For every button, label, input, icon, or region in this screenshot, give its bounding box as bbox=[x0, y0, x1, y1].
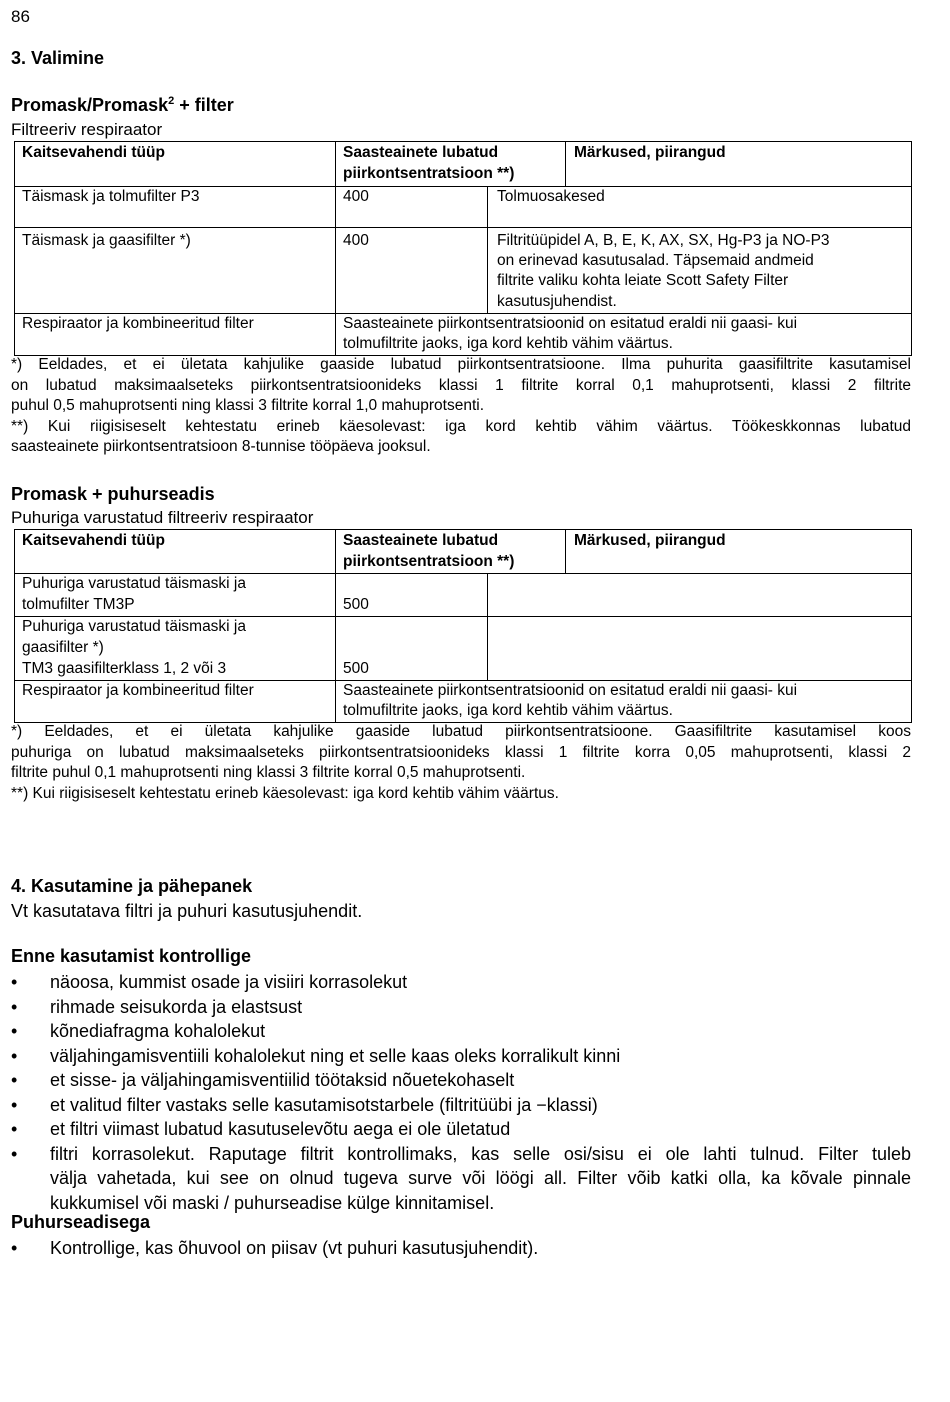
table1-row2-notes-3: filtrite valiku kohta leiate Scott Safety Filter bbox=[497, 272, 789, 289]
table1-row3-span-1: Saasteainete piirkontsentratsioonid on esitatud eraldi nii gaasi- kui bbox=[343, 315, 798, 332]
table1-rule bbox=[14, 141, 912, 142]
table1-row1-notes: Tolmuosakesed bbox=[497, 188, 605, 205]
table2-rule bbox=[565, 529, 566, 574]
section4-title: 4. Kasutamine ja pähepanek bbox=[11, 876, 253, 896]
table2-row2-type-1: Puhuriga varustatud täismaski ja bbox=[22, 618, 247, 635]
table2-rule bbox=[335, 529, 336, 723]
bullet-text: et sisse- ja väljahingamisventiilid töötaksid nõuetekohaselt bbox=[50, 1070, 515, 1090]
block1-subtitle: Filtreeriv respiraator bbox=[11, 120, 163, 139]
table1-row2-notes-4: kasutusjuhendist. bbox=[497, 293, 617, 310]
block1-heading bbox=[11, 95, 234, 116]
table1-header-value-1: Saasteainete lubatud bbox=[343, 144, 499, 161]
bullet-text: rihmade seisukorda ja elastsust bbox=[50, 996, 303, 1017]
bullet-text: väljahingamisventiili kohalolekut ning et selle kaas oleks korralikult kinni bbox=[50, 1045, 621, 1066]
table1-row2-type: Täismask ja gaasifilter *) bbox=[22, 232, 191, 249]
bullet-text: Kontrollige, kas õhuvool on piisav (vt puhuri kasutusjuhendit). bbox=[50, 1238, 539, 1258]
table2-rule bbox=[911, 529, 912, 723]
block2-footnote-line: **) Kui riigisiseselt kehtestatu erineb käesolevast: iga kord kehtib vähim väärtus. bbox=[11, 784, 559, 802]
block1-heading-main: Promask/Promask bbox=[11, 95, 169, 115]
table1-rule bbox=[911, 141, 912, 356]
bullet-icon: • bbox=[11, 1070, 18, 1090]
bullet-text: näoosa, kummist osade ja visiiri korrasolekut bbox=[50, 972, 408, 992]
bullet-icon: • bbox=[11, 1119, 18, 1139]
bullet-icon: • bbox=[11, 1094, 18, 1115]
table1-header-notes: Märkused, piirangud bbox=[574, 144, 726, 161]
table2-row3-type: Respiraator ja kombineeritud filter bbox=[22, 682, 254, 699]
bullet-icon: • bbox=[11, 1143, 18, 1164]
table2-row3-span-2: tolmufiltrite jaoks, iga kord kehtib vähim väärtus. bbox=[343, 702, 673, 719]
table1-row1-type: Täismask ja tolmufilter P3 bbox=[22, 188, 200, 205]
table2-header-value-2: piirkontsentratsioon **) bbox=[343, 553, 515, 570]
table2-row1-value: 500 bbox=[343, 596, 369, 613]
block2-footnote-line: *) Eeldades, et ei ületata kahjulike gaaside lubatud piirkontsentratsioone. Gaasifiltrite kasutamisel koos bbox=[11, 723, 911, 740]
section-title: 3. Valimine bbox=[11, 48, 105, 68]
block1-heading-tail: + filter bbox=[174, 95, 234, 115]
table2-row2-type-2: gaasifilter *) bbox=[22, 639, 104, 656]
table1-rule bbox=[14, 227, 912, 228]
table1-row2-value: 400 bbox=[343, 232, 369, 249]
block2-heading: Promask + puhurseadis bbox=[11, 484, 215, 504]
block1-footnote-line: on lubatud maksimaalseteks piirkontsentratsioonideks klassi 1 filtrite korral 0,1 mahuprotsenti, klassi 2 filtrite bbox=[11, 376, 911, 394]
section4-intro: Vt kasutatava filtri ja puhuri kasutusjuhendit. bbox=[11, 901, 363, 921]
table1-row3-type: Respiraator ja kombineeritud filter bbox=[22, 315, 254, 332]
table1-row2-notes-1: Filtritüüpidel A, B, E, K, AX, SX, Hg-P3 ja NO-P3 bbox=[497, 232, 830, 249]
table1-row2-notes-2: on erinevad kasutusalad. Täpsemaid andmeid bbox=[497, 252, 814, 269]
block1-heading-sup: 2 bbox=[168, 95, 175, 107]
table2-row1-type-1: Puhuriga varustatud täismaski ja bbox=[22, 575, 247, 592]
table2-header-notes: Märkused, piirangud bbox=[574, 532, 726, 549]
block1-footnote-line: *) Eeldades, et ei ületata kahjulike gaaside lubatud piirkontsentratsioone. Ilma puhurita gaasifiltrite kasutamisel bbox=[11, 356, 911, 373]
bullet-icon: • bbox=[11, 972, 18, 992]
table1-rule bbox=[335, 141, 336, 356]
blower-heading: Puhurseadisega bbox=[11, 1212, 151, 1232]
table2-rule bbox=[14, 529, 15, 723]
page-number: 86 bbox=[11, 7, 30, 26]
check-heading: Enne kasutamist kontrollige bbox=[11, 946, 252, 966]
table2-row3-span-1: Saasteainete piirkontsentratsioonid on esitatud eraldi nii gaasi- kui bbox=[343, 682, 798, 699]
bullet-icon: • bbox=[11, 1045, 18, 1066]
bullet-icon: • bbox=[11, 996, 18, 1017]
table2-row2-value: 500 bbox=[343, 660, 369, 677]
table1-row1-value: 400 bbox=[343, 188, 369, 205]
block2-footnotes bbox=[11, 722, 911, 804]
table1-header-type: Kaitsevahendi tüüp bbox=[22, 144, 165, 161]
bullet-text: et valitud filter vastaks selle kasutamisotstarbele (filtritüübi ja −klassi) bbox=[50, 1094, 598, 1115]
table2-row1-type-2: tolmufilter TM3P bbox=[22, 596, 135, 613]
bullet-text: et filtri viimast lubatud kasutuselevõtu aega ei ole ületatud bbox=[50, 1119, 511, 1139]
table2-header-type: Kaitsevahendi tüüp bbox=[22, 532, 165, 549]
table2-header-value-1: Saasteainete lubatud bbox=[343, 532, 499, 549]
block1-footnotes bbox=[11, 355, 911, 458]
table1-rule bbox=[487, 186, 488, 314]
block1-footnote-line: **) Kui riigisiseselt kehtestatu erineb käesolevast: iga kord kehtib vähim väärtus. Töökeskkonnas lubatud bbox=[11, 417, 911, 435]
table2-rule bbox=[487, 573, 488, 681]
table1-rule bbox=[14, 141, 15, 356]
table1-rule bbox=[565, 141, 566, 187]
bullet-text-line: kukkumisel või maski / puhurseadise külge kinnitamisel. bbox=[50, 1192, 495, 1213]
block1-footnote-line: puhul 0,5 mahuprotsenti ning klassi 3 filtrite korral 1,0 mahuprotsenti. bbox=[11, 397, 484, 414]
block1-footnote-line: saasteainete piirkontsentratsioon 8-tunnise tööpäeva jooksul. bbox=[11, 438, 431, 455]
table2-row2-type-3: TM3 gaasifilterklass 1, 2 või 3 bbox=[22, 660, 227, 677]
bullet-text-line: välja vahetada, kui see on olnud tugeva surve või löögi all. Filter võib katki olla, ka kõvale pinnale bbox=[50, 1168, 911, 1188]
bullet-icon: • bbox=[11, 1238, 18, 1258]
bullet-text-multiline bbox=[50, 1142, 911, 1216]
bullet-text-line: filtri korrasolekut. Raputage filtrit kontrollimaks, kas selle osi/sisu ei ole lahti tulnud. Filter tuleb bbox=[50, 1143, 911, 1164]
table1-header-value-2: piirkontsentratsioon **) bbox=[343, 165, 515, 182]
bullet-icon: • bbox=[11, 1021, 18, 1041]
block2-subtitle: Puhuriga varustatud filtreeriv respiraator bbox=[11, 508, 314, 527]
block2-footnote-line: filtrite puhul 0,1 mahuprotsenti ning klassi 3 filtrite korral 0,5 mahuprotsenti. bbox=[11, 764, 526, 781]
table2-rule bbox=[14, 529, 912, 530]
bullet-text: kõnediafragma kohalolekut bbox=[50, 1021, 266, 1041]
table1-row3-span-2: tolmufiltrite jaoks, iga kord kehtib vähim väärtus. bbox=[343, 335, 673, 352]
block2-footnote-line: puhuriga on lubatud maksimaalseteks piirkontsentratsioonideks klassi 1 filtrite korra 0,05 mahuprotsenti, klassi 2 bbox=[11, 743, 911, 761]
